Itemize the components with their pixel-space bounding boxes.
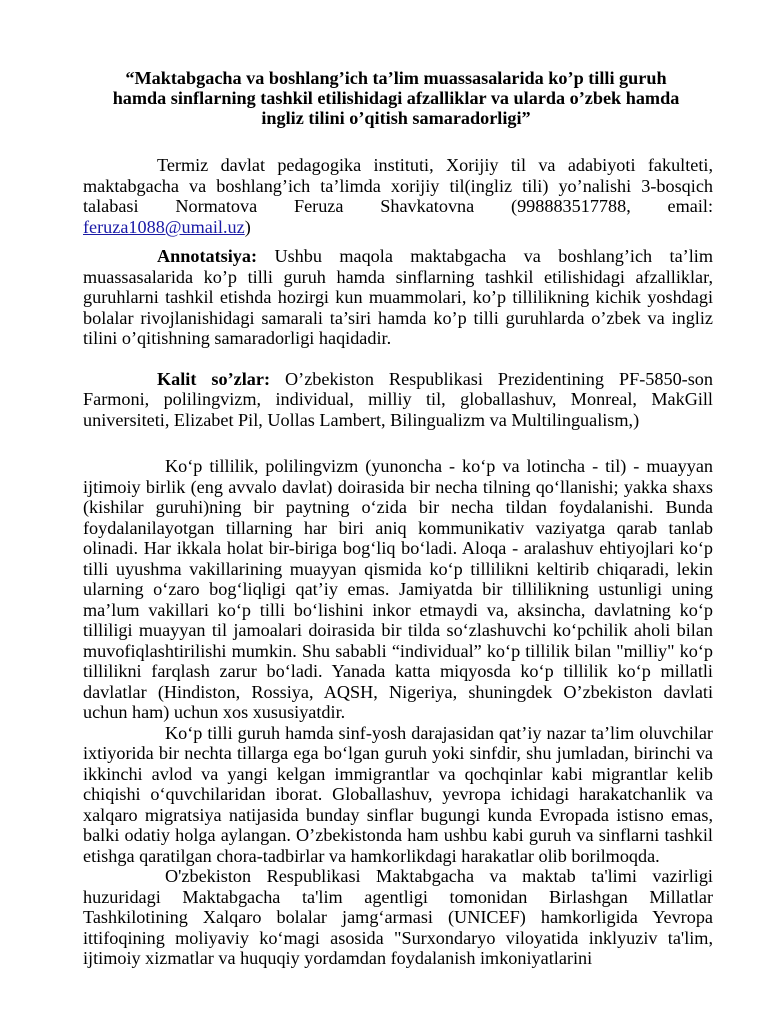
keywords-text: O’zbekiston Respublikasi Prezidentining PF-5850-son Farmoni, polilingvizm, individual, milliy til, globallashuv, Monreal, MakGill universiteti, Elizabet Pil, Uollas Lambert, Bilingualizm va Multilingualism,) xyxy=(83,368,713,430)
document-page xyxy=(83,68,713,969)
body-paragraph: Ko‘p tilli guruh hamda sinf-yosh darajasidan qat’iy nazar ta’lim oluvchilar ixtiyorida bir nechta tillarga ega bo‘lgan guruh yoki sinfdir, shu jumladan, birinchi va ikkinchi avlod va yangi kelgan immigrantlar va qochqinlar kabi migrantlar kelib chiqishi o‘quvchilaridan iborat. Globallashuv, yevropa ichidagi harakatchanlik va xalqaro migratsiya natijasida bunday sinflar bugungi kunda Evropada istisno emas, balki odatiy holga aylangan. O’zbekistonda ham ushbu kabi guruh va sinflarni tashkil etishga qaratilgan chora-tadbirlar va hamkorlikdagi harakatlar olib borilmoqda. xyxy=(83,722,713,866)
author-info xyxy=(83,155,713,237)
author-closing: ) xyxy=(244,216,251,237)
annotation-paragraph xyxy=(83,246,713,349)
keywords-label: Kalit so’zlar: xyxy=(157,368,270,389)
author-text: Termiz davlat pedagogika instituti, Xorijiy til va adabiyoti fakulteti, maktabgacha va boshlang’ich ta’limda xorijiy til(ingliz tili) yo’nalishi 3-bosqich talabasi Normatova Feruza Shavkatovna (998883517788, email: xyxy=(83,155,713,216)
annotation-text: Ushbu maqola maktabgacha va boshlang’ich ta’lim muassasalarida ko’p tilli guruh hamda sinflarning tashkil etilishidagi afzalliklar, guruhlarni tashkil etishda hozirgi kun muammolari, ko’p tillilikning kichik yoshdagi bolalar rivojlanishidagi samarali ta’siri hamda ko’p tilli guruhlarda o’zbek va ingliz tilini o’qitishning samaradorligi haqidadir. xyxy=(83,246,713,348)
body-paragraph: O'zbekiston Respublikasi Maktabgacha va maktab ta'limi vazirligi huzuridagi Maktabgacha ta'lim agentligi tomonidan Birlashgan Millatlar Tashkilotining Xalqaro bolalar jamg‘armasi (UNICEF) hamkorligida Yevropa ittifoqining moliyaviy ko‘magi asosida "Surxondaryo viloyatida inklyuziv ta'lim, ijtimoiy xizmatlar va huquqiy yordamdan foydalanish imkoniyatlarini xyxy=(83,866,713,968)
author-email-link[interactable]: feruza1088@umail.uz xyxy=(83,216,245,237)
body-paragraph: Ko‘p tillilik, polilingvizm (yunoncha - ko‘p va lotincha - til) - muayyan ijtimoiy birlik (eng avvalo davlat) doirasida bir necha tilning qo‘llanishi; yakka shaxs (kishilar guruhi)ning bir paytning o‘zida bir necha tildan foydalanishi. Bunda foydalanilayotgan tillarning har biri aniq kommunikativ vaziyatga qarab tanlab olinadi. Har ikkala holat bir-biriga bog‘liq bo‘ladi. Aloqa - aralashuv ehtiyojlari ko‘p tilli uyushma vakillarining muayyan qismida ko‘p tillilikni keltirib chiqaradi, lekin ularning o‘zaro bog‘liqligi qat’iy emas. Jamiyatda bir tillilikning ustunligi uning ma’lum vakillari ko‘p tilli bo‘lishini inkor etmaydi va, aksincha, davlatning ko‘p tilliligi muayyan til jamoalari doirasida bir tilda so‘zlashuvchi ko‘pchilik aholi bilan muvofiqlashtirilishi mumkin. Shu sababli “individual” ko‘p tillilik bilan "milliy" ko‘p tillilikni farqlash zarur bo‘ladi. Yanada katta miqyosda ko‘p tillilik ko‘p millatli davlatlar (Hindiston, Rossiya, AQSH, Nigeriya, shuningdek O’zbekiston davlati uchun ham) uchun xos xususiyatdir. xyxy=(83,456,713,722)
annotation-label: Annotatsiya: xyxy=(157,246,258,266)
article-title: “Maktabgacha va boshlang’ich ta’lim muassasalarida ko’p tilli guruh hamda sinflarning tashkil etilishidagi afzalliklar va ularda o’zbek hamda ingliz tilini o’qitish samaradorligi” xyxy=(112,68,680,128)
keywords-paragraph xyxy=(83,369,713,431)
